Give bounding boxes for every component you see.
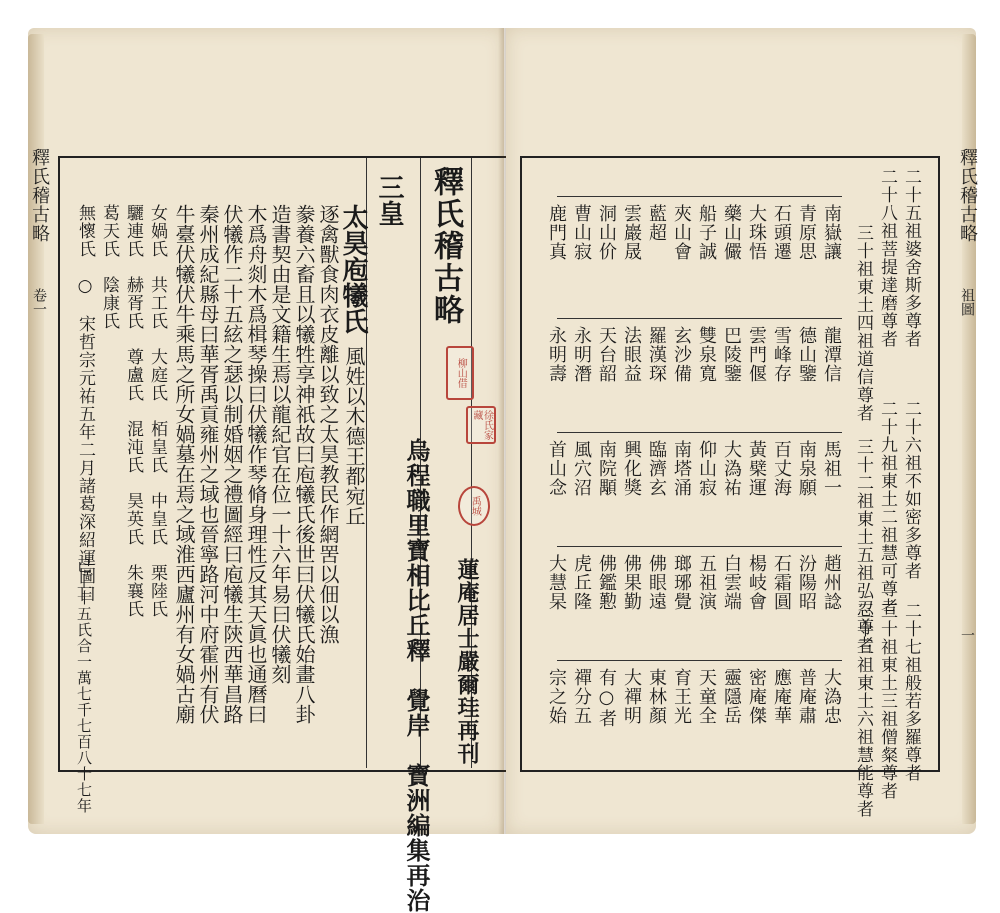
lineage-connector [557, 318, 842, 319]
patriarch-line: 二十八祖菩提達磨尊者 [877, 168, 897, 348]
lineage-node: 普庵肅 [796, 668, 817, 725]
lineage-connector [557, 196, 842, 197]
entry-heading: 太昊庖犧氏 [338, 204, 368, 334]
list-column: 無懷氏 ○ 宋哲宗元祐五年二月諸葛深紹運圖曰 [75, 204, 95, 603]
lineage-node: 有○者 [596, 668, 617, 728]
body-column: 逐禽獸食肉衣皮離以致之太昊教民作網罟以佃以漁 [316, 204, 340, 644]
body-column: 豢養六畜且以犧牲享神祇故曰庖犧氏後世曰伏犧氏始畫八卦 [292, 204, 316, 724]
lineage-node: 東林顏 [646, 668, 667, 725]
lineage-node: 趙州諗 [821, 554, 842, 611]
lineage-node: 楊岐會 [746, 554, 767, 611]
lineage-node: 應庵華 [771, 668, 792, 725]
lineage-node: 南嶽讓 [821, 204, 842, 261]
lineage-node: 南院顒 [596, 440, 617, 497]
lineage-node: 船子誠 [696, 204, 717, 261]
lineage-node: 佛眼遠 [646, 554, 667, 611]
list-column: 驪連氏 赫胥氏 尊盧氏 混沌氏 昊英氏 朱襄氏 [123, 204, 143, 618]
patriarch-line: 二十七祖般若多羅尊者 [901, 602, 921, 782]
lineage-node: 雙泉寬 [696, 326, 717, 383]
body-column: 風姓以木德王都宛丘 [342, 346, 366, 526]
lineage-node: 曹山寂 [571, 204, 592, 261]
body-column: 伏犧作二十五絃之瑟以制婚姻之禮圖經曰庖犧生陝西華昌路 [220, 204, 244, 724]
lineage-node: 巴陵鑒 [721, 326, 742, 383]
lineage-node: 臨濟玄 [646, 440, 667, 497]
lineage-node: 馬祖一 [821, 440, 842, 497]
body-column: 造書契由是文籍生焉以龍紀官在位一十六年易曰伏犧刻 [268, 204, 292, 684]
lineage-node: 南塔涌 [671, 440, 692, 497]
lineage-node: 羅漢琛 [646, 326, 667, 383]
patriarch-line: 二十六祖不如密多尊者 [901, 400, 921, 580]
patriarch-line: 三十二祖東土五祖弘忍尊者 [853, 438, 873, 654]
lineage-node: 龍潭信 [821, 326, 842, 383]
lineage-node: 汾陽昭 [796, 554, 817, 611]
lineage-node: 石霜圓 [771, 554, 792, 611]
publisher-line: 蓮庵居士嚴爾珪再刊 [454, 558, 480, 765]
lineage-node: 興化獎 [621, 440, 642, 497]
lineage-node: 永明壽 [546, 326, 567, 383]
right-page [506, 28, 976, 834]
lineage-node: 大溈祐 [721, 440, 742, 497]
lineage-node: 育王光 [671, 668, 692, 725]
lineage-node: 仰山寂 [696, 440, 717, 497]
lineage-connector [557, 432, 842, 433]
lineage-node: 德山鑒 [796, 326, 817, 383]
lineage-node: 雲巖晟 [621, 204, 642, 261]
lineage-node: 密庵傑 [746, 668, 767, 725]
lineage-connector [557, 546, 842, 547]
open-book [28, 28, 978, 913]
lineage-node: 洞山价 [596, 204, 617, 261]
lineage-node: 夾山會 [671, 204, 692, 261]
lineage-connector [557, 660, 842, 661]
collector-seal: 徐氏家藏 [466, 406, 496, 444]
lineage-node: 黃檗運 [746, 440, 767, 497]
patriarch-line: 二十五祖婆舍斯多尊者 [901, 168, 921, 348]
lineage-node: 青原思 [796, 204, 817, 261]
body-column: 秦州成紀縣母曰華胥禹貢雍州之域也晉寧路河中府霍州有伏 [196, 204, 220, 724]
lineage-node: 藍超 [646, 204, 667, 242]
book-title: 釋氏稽古略 [428, 166, 463, 326]
lineage-node: 虎丘隆 [571, 554, 592, 611]
lineage-node: 藥山儼 [721, 204, 742, 261]
list-column: 葛天氏 陰康氏 [99, 204, 119, 330]
body-column: 牛臺伏犧伏牛乘馬之所女媧墓在焉之域淮西廬州有女媧古廟 [172, 204, 196, 724]
lineage-node: 天童全 [696, 668, 717, 725]
lineage-node: 靈隱岳 [721, 668, 742, 725]
left-page [28, 28, 504, 913]
lineage-node: 大珠悟 [746, 204, 767, 261]
collector-seal: 柳山借 [446, 346, 474, 400]
left-running-title: 釋氏稽古略 [29, 148, 50, 243]
lineage-node: 大禪明 [621, 668, 642, 725]
lineage-node: 首山念 [546, 440, 567, 497]
folio-number: 一 [959, 628, 975, 642]
lineage-node: 大溈忠 [821, 668, 842, 725]
lineage-node: 雲門偃 [746, 326, 767, 383]
body-column: 木爲舟剡木爲楫琴操曰伏犧作琴脩身理性反其天眞也通曆曰 [244, 204, 268, 724]
left-chapter-mark: 卷一 [31, 288, 47, 316]
lineage-node: 風穴沼 [571, 440, 592, 497]
lineage-node: 百丈海 [771, 440, 792, 497]
patriarch-line: 三十祖東土三祖僧粲尊者 [877, 602, 897, 800]
lineage-node: 石頭遷 [771, 204, 792, 261]
lineage-node: 鹿門真 [546, 204, 567, 261]
patriarch-line: 二十九祖東土二祖慧可尊者 [877, 400, 897, 616]
list-column: 女媧氏 共工氏 大庭氏 栢皇氏 中皇氏 栗陸氏 [147, 204, 167, 618]
lineage-node: 宗之始 [546, 668, 567, 725]
patriarch-line: 三十祖東土四祖道信尊者 [853, 224, 873, 422]
patriarch-line: 三十三祖東土六祖慧能尊者 [853, 602, 873, 818]
lineage-node: 禪分五 [571, 668, 592, 725]
lineage-node: 雪峰存 [771, 326, 792, 383]
list-column: 已上十五氏合一萬七千七百八十七年 [75, 558, 93, 814]
lineage-node: 佛果勤 [621, 554, 642, 611]
lineage-node: 法眼益 [621, 326, 642, 383]
lineage-node: 玄沙備 [671, 326, 692, 383]
lineage-node: 白雲端 [721, 554, 742, 611]
compiler-line: 烏程職里寶相比丘釋 覺岸 寶洲編集再治 [402, 438, 431, 913]
right-chapter-mark: 祖圖 [959, 288, 975, 316]
lineage-node: 南泉願 [796, 440, 817, 497]
lineage-node: 五祖演 [696, 554, 717, 611]
lineage-node: 永明潛 [571, 326, 592, 383]
lineage-node: 瑯琊覺 [671, 554, 692, 611]
lineage-node: 天台韶 [596, 326, 617, 383]
collector-seal: 禹城 [458, 486, 490, 526]
lineage-node: 大慧杲 [546, 554, 567, 611]
right-running-title: 釋氏稽古略 [957, 148, 978, 243]
lineage-node: 佛鑑懃 [596, 554, 617, 611]
section-title: 三皇 [374, 174, 404, 226]
